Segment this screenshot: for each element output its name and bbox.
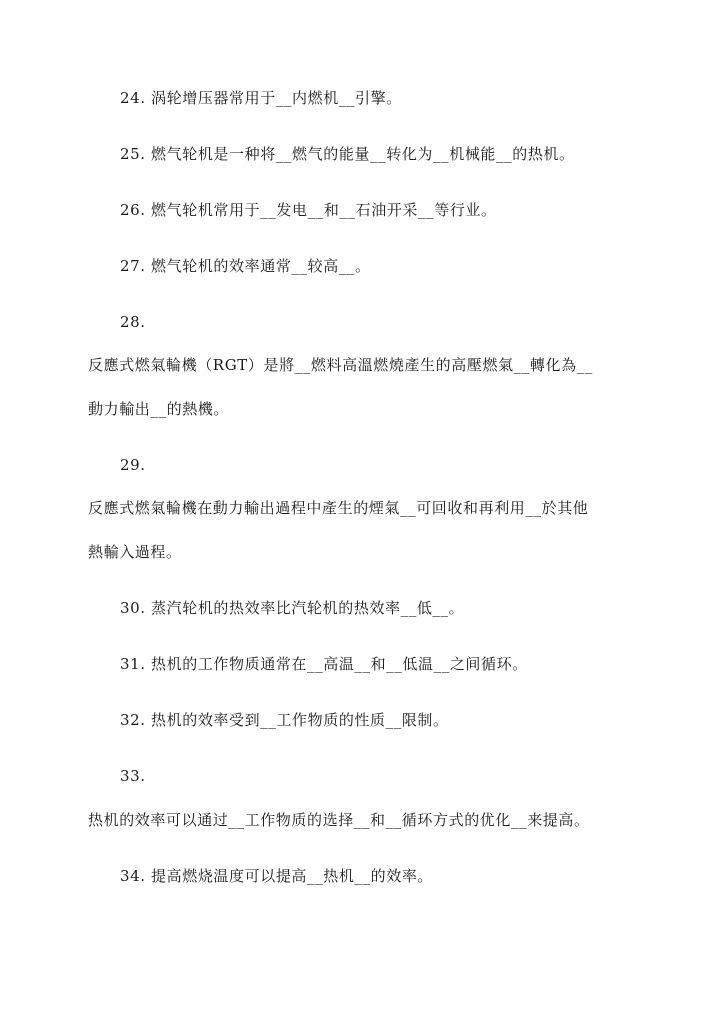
question-33-number: 33. [120,767,146,785]
question-32 [120,710,449,730]
question-29-text-line-2: 熱輸入過程。 [88,543,182,561]
question-text: 蒸汽轮机的热效率比汽轮机的热效率__低__。 [151,599,465,617]
question-number: 31. [120,655,146,673]
question-25 [120,144,575,164]
question-number: 30. [120,599,146,617]
question-text: 涡轮增压器常用于__内燃机__引擎。 [151,89,402,107]
question-text: 燃气轮机常用于__发电__和__石油开采__等行业。 [151,201,497,219]
question-28-number: 28. [120,313,146,331]
question-text: 燃气轮机的效率通常__较高__。 [151,257,371,275]
question-26 [120,200,497,220]
question-27 [120,256,371,276]
question-number: 24. [120,89,146,107]
question-text: 燃气轮机是一种将__燃气的能量__转化为__机械能__的热机。 [151,145,575,163]
question-29-number: 29. [120,456,146,474]
question-number: 32. [120,711,146,729]
question-number: 34. [120,867,146,885]
question-text: 热机的工作物质通常在__高温__和__低温__之间循环。 [151,655,528,673]
question-34 [120,866,433,886]
question-number: 27. [120,257,146,275]
question-33-text-line-1: 热机的效率可以通过__工作物质的选择__和__循环方式的优化__来提高。 [88,811,590,829]
question-text: 热机的效率受到__工作物质的性质__限制。 [151,711,449,729]
question-29-text-line-1: 反應式燃氣輪機在動力輸出過程中產生的煙氣__可回收和再利用__於其他 [88,499,589,517]
question-24 [120,88,402,108]
question-number: 26. [120,201,146,219]
question-28-text-line-1: 反應式燃氣輪機（RGT）是將__燃料高溫燃燒產生的高壓燃氣__轉化為__ [88,356,593,374]
question-31 [120,654,528,674]
question-text: 提高燃烧温度可以提高__热机__的效率。 [151,867,434,885]
question-number: 25. [120,145,146,163]
question-30 [120,598,464,618]
question-28-text-line-2: 動力輸出__的熱機。 [88,400,230,418]
